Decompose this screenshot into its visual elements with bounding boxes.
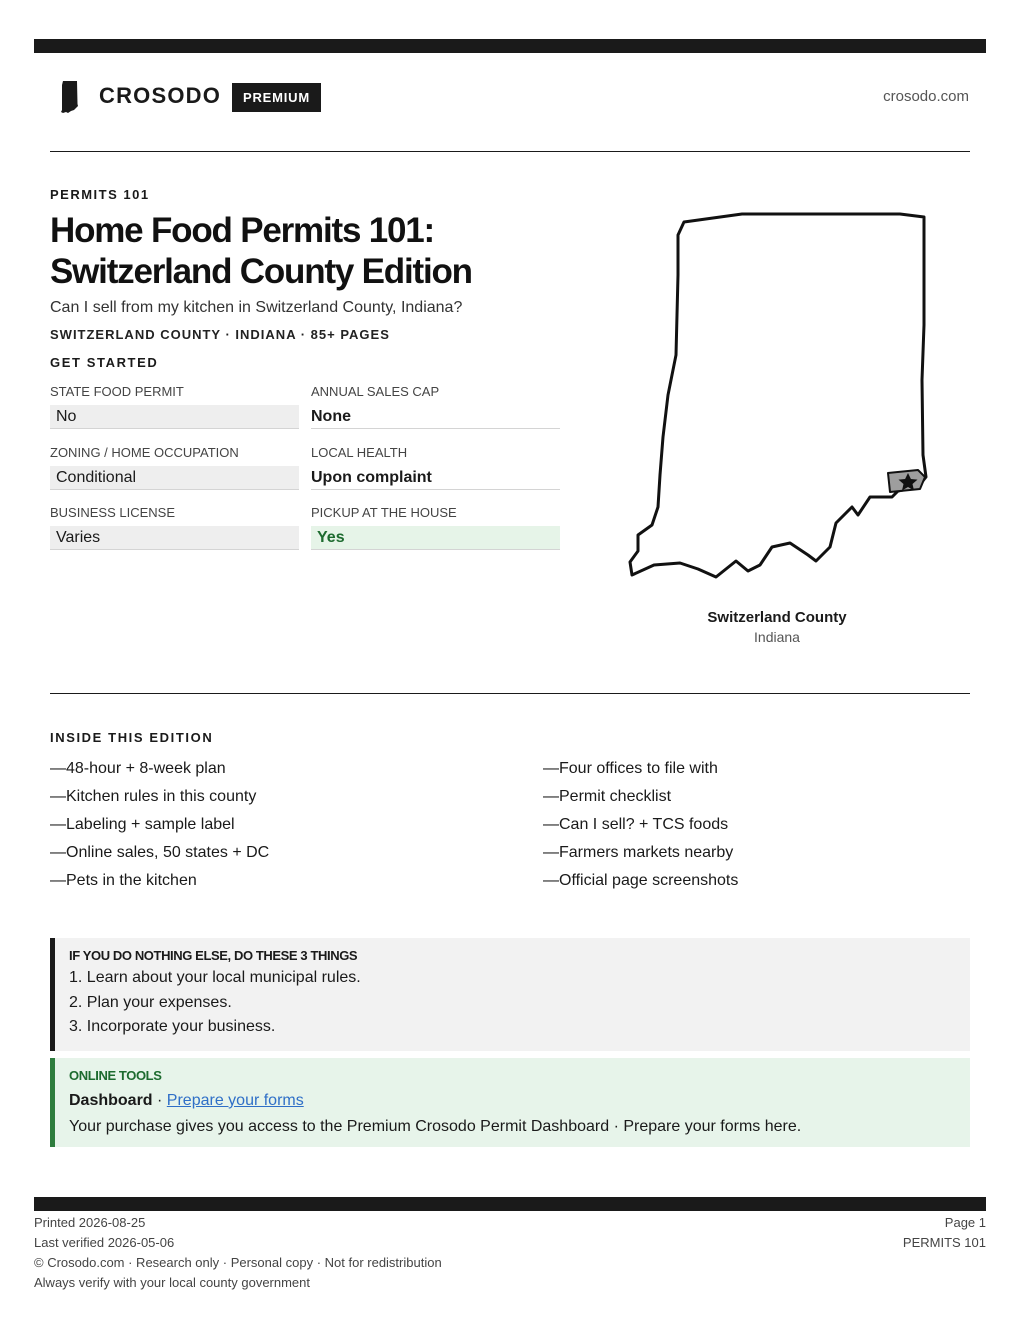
fact-value: Varies (50, 526, 299, 550)
map-caption (617, 609, 937, 645)
section-divider (50, 693, 970, 694)
fact-label: STATE FOOD PERMIT (50, 384, 184, 399)
footer-section: PERMITS 101 (902, 1235, 986, 1250)
fact-state-food-permit (50, 383, 299, 429)
list-item: 3. Incorporate your business. (69, 1018, 276, 1035)
subtitle: Can I sell from my kitchen in Switzerland County, Indiana? (50, 299, 463, 316)
list-item: 1. Learn about your local municipal rules. (69, 969, 361, 986)
inside-edition-label: INSIDE THIS EDITION (50, 730, 214, 745)
brand-name: CROSODO (99, 83, 222, 108)
kicker: PERMITS 101 (50, 187, 150, 202)
list-item: —Four offices to file with (543, 760, 718, 777)
state-name: Indiana (754, 629, 800, 645)
fact-annual-sales-cap (311, 383, 560, 429)
fact-value: Upon complaint (311, 466, 560, 490)
fact-label: BUSINESS LICENSE (50, 505, 175, 520)
indiana-outline-map (620, 205, 940, 590)
list-item: —Online sales, 50 states + DC (50, 844, 270, 861)
fact-label: LOCAL HEALTH (311, 445, 408, 460)
fact-label: PICKUP AT THE HOUSE (311, 505, 457, 520)
online-tools-callout (50, 1058, 970, 1147)
site-url[interactable]: crosodo.com (883, 88, 969, 105)
disclaimer: Always verify with your local county government (34, 1275, 311, 1290)
footer-left (34, 1213, 442, 1293)
callout-title: IF YOU DO NOTHING ELSE, DO THESE 3 THINGS (69, 948, 358, 963)
top-bar (34, 39, 986, 53)
edition-meta: SWITZERLAND COUNTY · INDIANA · 85+ PAGES (50, 327, 390, 342)
prepare-forms-link[interactable]: Prepare your forms (166, 1092, 304, 1109)
state-map (620, 205, 940, 590)
separator: · (152, 1092, 167, 1109)
fact-value: Yes (311, 526, 560, 550)
fact-business-license (50, 504, 299, 550)
three-things-callout (50, 938, 970, 1051)
county-name: Switzerland County (707, 609, 847, 626)
list-item: —Permit checklist (543, 788, 672, 805)
dashboard-label: Dashboard (69, 1092, 153, 1109)
title-line-2: Switzerland County Edition (50, 252, 472, 291)
fact-label: ANNUAL SALES CAP (311, 384, 440, 399)
callout-title: ONLINE TOOLS (69, 1068, 162, 1083)
list-item: —Pets in the kitchen (50, 872, 197, 889)
verified-date: Last verified 2026-05-06 (34, 1235, 175, 1250)
list-item: —Farmers markets nearby (543, 844, 734, 861)
get-started-label: GET STARTED (50, 355, 159, 370)
fact-zoning (50, 444, 299, 490)
list-item: —48-hour + 8-week plan (50, 760, 226, 777)
page-number: Page 1 (944, 1215, 986, 1230)
list-item: —Official page screenshots (543, 872, 739, 889)
indiana-state-silhouette-icon (60, 80, 80, 114)
fact-value: None (311, 405, 560, 429)
list-item: 2. Plan your expenses. (69, 993, 232, 1011)
toc-left-column (50, 758, 470, 898)
toc-right-column (543, 758, 963, 898)
premium-badge: PREMIUM (232, 83, 321, 112)
list-item: —Labeling + sample label (50, 816, 235, 833)
fact-pickup-at-house (311, 504, 560, 550)
fact-label: ZONING / HOME OCCUPATION (50, 445, 239, 460)
dashboard-line (69, 1088, 970, 1114)
footer-bar (34, 1197, 986, 1211)
list-item: —Kitchen rules in this county (50, 788, 257, 805)
fact-value: No (50, 405, 299, 429)
printed-date: Printed 2026-08-25 (34, 1215, 146, 1230)
dashboard-description: Your purchase gives you access to the Premium Crosodo Permit Dashboard · Prepare your forms here. (69, 1118, 802, 1135)
header-divider (50, 151, 970, 152)
fact-value: Conditional (50, 466, 299, 490)
indiana-outline (630, 214, 926, 577)
list-item: —Can I sell? + TCS foods (543, 816, 729, 833)
page-title (50, 210, 610, 292)
copyright: © Crosodo.com · Research only · Personal copy · Not for redistribution (34, 1255, 442, 1270)
title-line-1: Home Food Permits 101: (50, 211, 434, 250)
fact-local-health (311, 444, 560, 490)
header (50, 78, 970, 118)
footer-right (903, 1213, 986, 1253)
